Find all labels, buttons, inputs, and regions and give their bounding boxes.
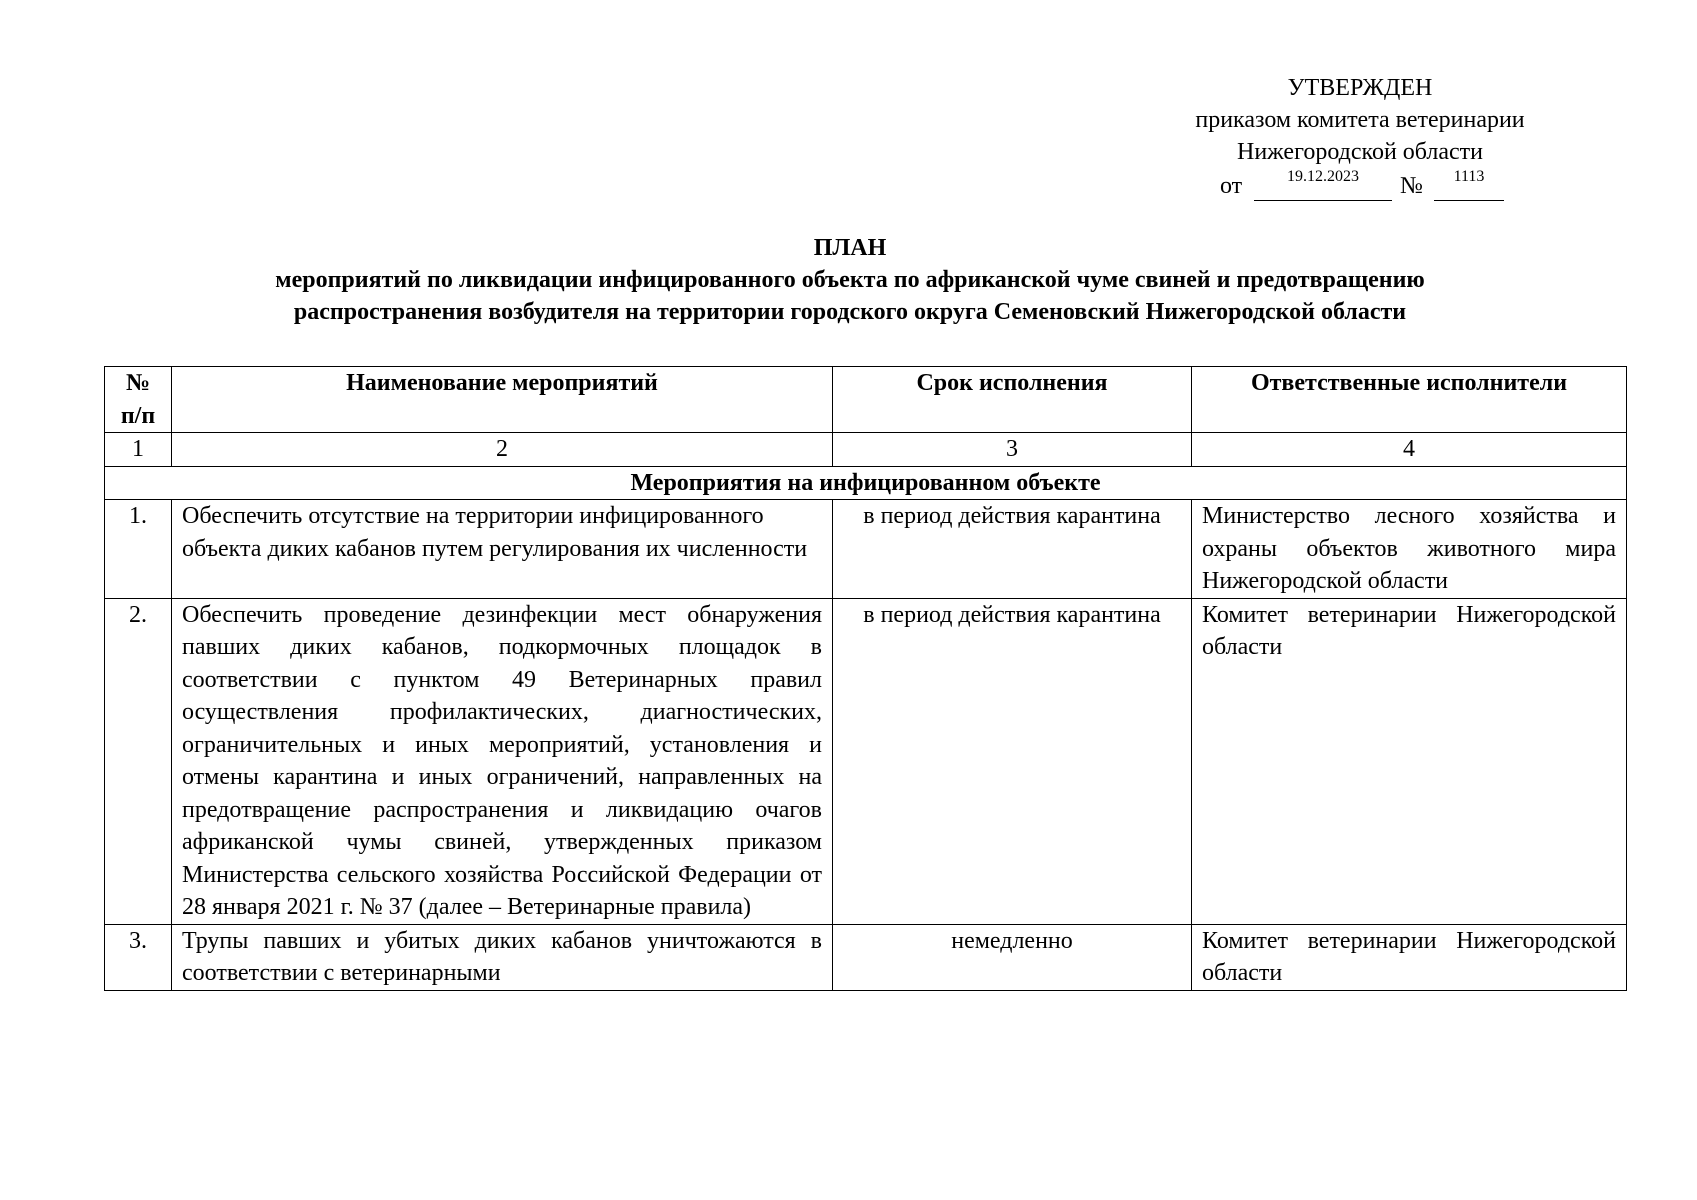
row-num: 3.	[105, 924, 172, 990]
table-row	[105, 500, 1627, 599]
row-num: 2.	[105, 598, 172, 924]
approval-line-2: Нижегородской области	[1236, 139, 1484, 165]
table-row	[105, 598, 1627, 924]
approval-line-1: приказом комитета ветеринарии	[1195, 107, 1525, 133]
row-num: 1.	[105, 500, 172, 599]
row-term: немедленно	[833, 924, 1192, 990]
number-prefix: №	[1400, 173, 1423, 199]
column-number: 1	[105, 433, 172, 467]
column-number: 2	[172, 433, 833, 467]
approval-date: 19.12.2023	[1287, 168, 1359, 185]
date-prefix: от	[1220, 173, 1243, 199]
section-row	[105, 466, 1627, 500]
column-number: 3	[833, 433, 1192, 467]
table-row	[105, 924, 1627, 990]
row-responsible: Министерство лесного хозяйства и охраны объектов животного мира Нижегородской области	[1192, 500, 1627, 599]
approval-number-field	[1434, 168, 1504, 201]
row-term: в период действия карантина	[833, 500, 1192, 599]
approval-date-field	[1254, 168, 1392, 201]
row-term: в период действия карантина	[833, 598, 1192, 924]
plan-table	[104, 366, 1627, 991]
column-number: 4	[1192, 433, 1627, 467]
row-name: Обеспечить проведение дезинфекции мест обнаружения павших диких кабанов, подкормочных площадок в соответствии с пунктом 49 Ветеринарных правил осуществления профилактических, диагностических, ограничительных и иных мероприятий, установления и отмены карантина и иных ограничений, направленных на предотвращение распространения и ликвидацию очагов африканской чумы свиней, утвержденных приказом Министерства сельского хозяйства Российской Федерации от 28 января 2021 г. № 37 (далее – Ветеринарные правила)	[172, 598, 833, 924]
table-header-row	[105, 367, 1627, 433]
row-responsible: Комитет ветеринарии Нижегородской области	[1192, 924, 1627, 990]
row-responsible: Комитет ветеринарии Нижегородской области	[1192, 598, 1627, 924]
section-title: Мероприятия на инфицированном объекте	[105, 466, 1627, 500]
column-numbers-row	[105, 433, 1627, 467]
row-name: Обеспечить отсутствие на территории инфицированного объекта диких кабанов путем регулирования их численности	[172, 500, 833, 599]
approval-stamp	[1150, 72, 1570, 200]
row-name: Трупы павших и убитых диких кабанов уничтожаются в соответствии с ветеринарными	[172, 924, 833, 990]
approval-date-line	[1150, 168, 1570, 200]
header-num: № п/п	[105, 367, 172, 433]
approval-status: УТВЕРЖДЕН	[1287, 75, 1433, 101]
header-name: Наименование мероприятий	[172, 367, 833, 433]
approval-number: 1113	[1453, 168, 1485, 185]
title-line-2: распространения возбудителя на территории городского округа Семеновский Нижегородской области	[293, 299, 1407, 325]
title-line-1: мероприятий по ликвидации инфицированного объекта по африканской чуме свиней и предотвращению	[275, 267, 1425, 293]
header-responsible: Ответственные исполнители	[1192, 367, 1627, 433]
document-title	[100, 232, 1600, 328]
title-heading: ПЛАН	[813, 235, 887, 261]
header-term: Срок исполнения	[833, 367, 1192, 433]
